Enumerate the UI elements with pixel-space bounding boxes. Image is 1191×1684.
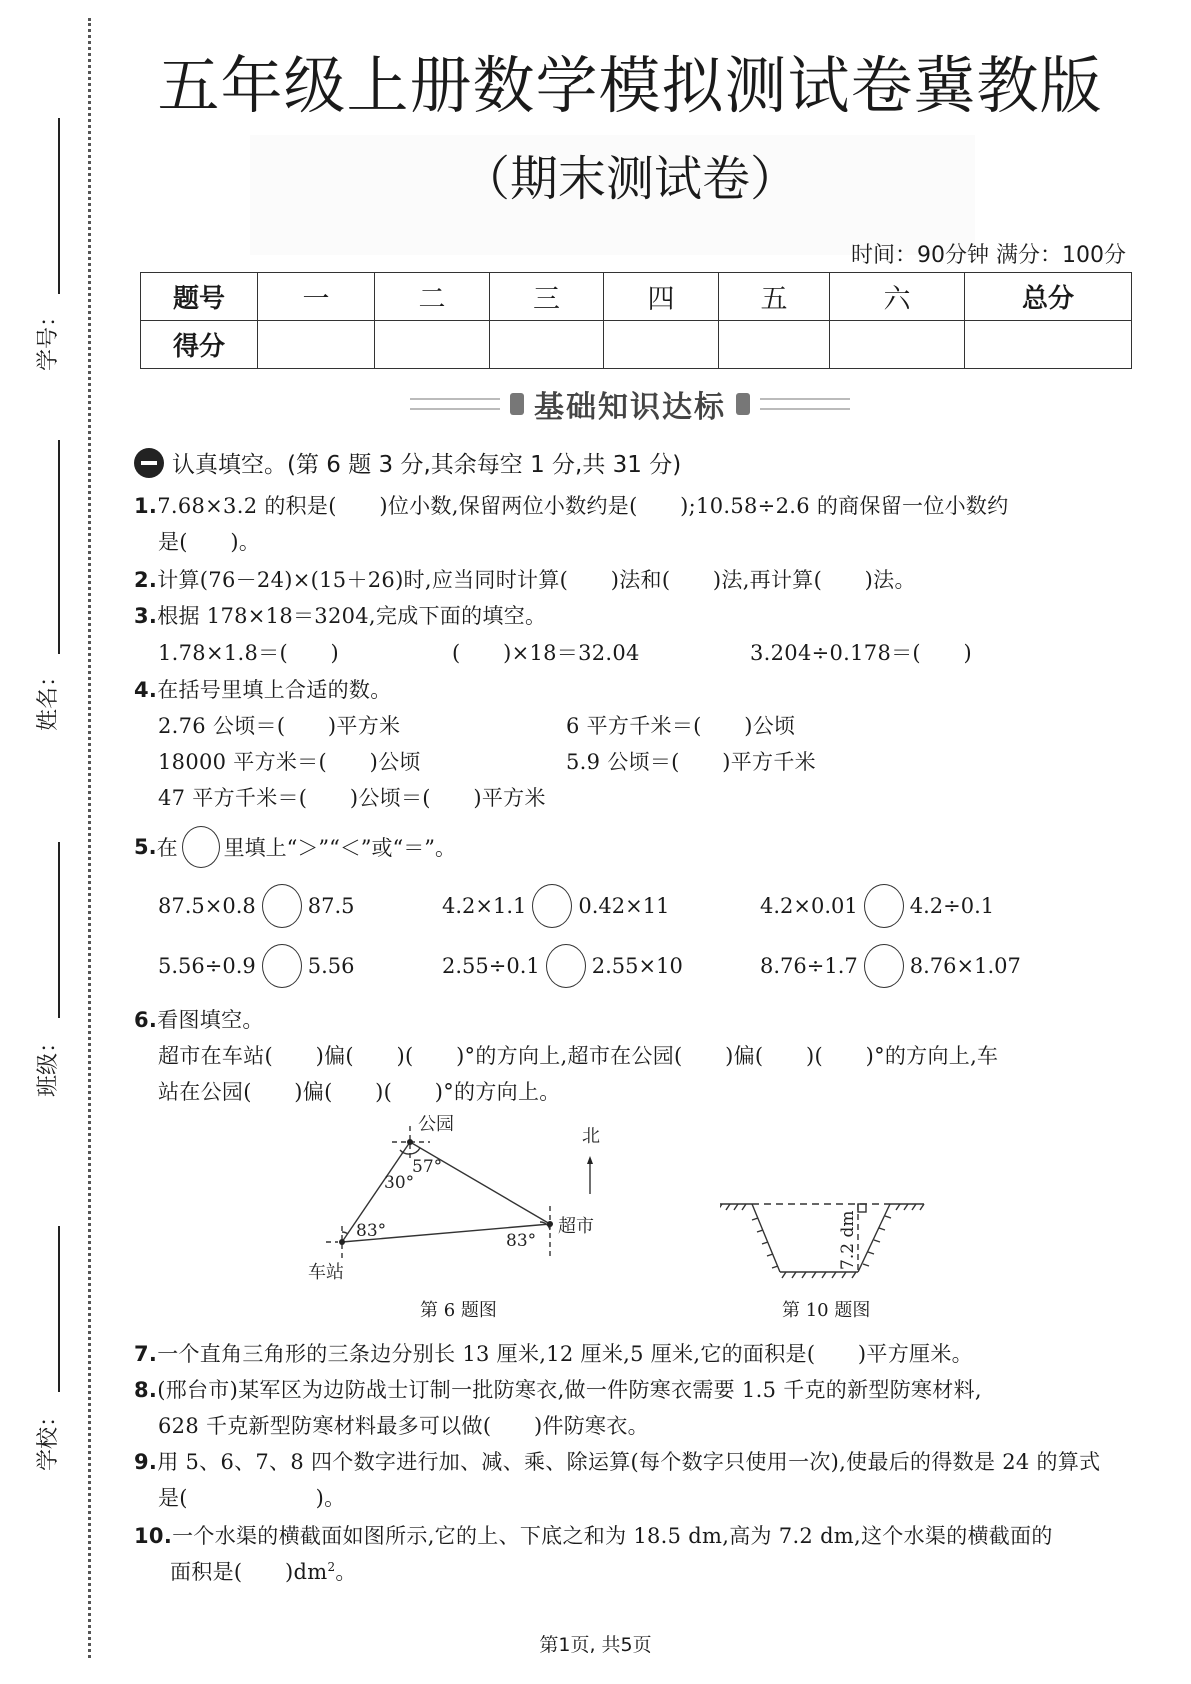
answer-circle[interactable] <box>864 884 904 928</box>
comparison-item <box>158 944 355 988</box>
page-number: 第1页, 共5页 <box>539 1634 652 1656</box>
comparison-left: 4.2×1.1 <box>442 894 527 918</box>
question-text: 看图填空。 <box>157 1008 264 1032</box>
score-table-header-row <box>141 273 1132 321</box>
banner-block-icon <box>510 393 524 415</box>
score-table-score-row <box>141 321 1132 369</box>
q4-item: 18000 平方米＝( )公顷 <box>158 750 421 774</box>
column-header: 一 <box>258 273 375 321</box>
figure-10-caption: 第 10 题图 <box>782 1300 871 1321</box>
question-6-line1: 超市在车站( )偏( )( )°的方向上,超市在公园( )偏( )( )°的方向上,车 <box>158 1044 999 1068</box>
question-text: 一个水渠的横截面如图所示,它的上、下底之和为 18.5 dm,高为 7.2 dm,这个水渠的横截面的 <box>172 1524 1053 1548</box>
question-text: 7.68×3.2 的积是( )位小数,保留两位小数约是( );10.58÷2.6 的商保留一位小数约 <box>157 494 1009 518</box>
student-id-blank[interactable] <box>58 118 60 294</box>
answer-circle[interactable] <box>262 944 302 988</box>
comparison-left: 5.56÷0.9 <box>158 954 256 978</box>
class-label: 班级： <box>35 1030 61 1097</box>
section-number-one-icon <box>134 448 164 478</box>
question-10-cont <box>170 1556 357 1586</box>
question-number: 1. <box>134 494 158 518</box>
question-text: 一个直角三角形的三条边分别长 13 厘米,12 厘米,5 厘米,它的面积是( )平方厘米。 <box>157 1342 973 1366</box>
comparison-item <box>442 944 683 988</box>
question-number: 10. <box>134 1524 173 1548</box>
north-label: 北 <box>582 1126 600 1147</box>
angle-park-right: 57° <box>412 1157 443 1177</box>
question-number: 4. <box>134 678 158 702</box>
comparison-item <box>760 884 994 928</box>
q3-item: ( )×18＝32.04 <box>452 641 640 665</box>
question-text: (邢台市)某军区为边防战士订制一批防寒衣,做一件防寒衣需要 1.5 千克的新型防寒材料, <box>157 1378 982 1402</box>
answer-circle[interactable] <box>262 884 302 928</box>
angle-market: 83° <box>506 1231 537 1251</box>
comparison-right: 87.5 <box>307 894 355 918</box>
comparison-right: 0.42×11 <box>578 894 670 918</box>
q4-item: 47 平方千米＝( )公顷＝( )平方米 <box>158 786 546 810</box>
column-header: 五 <box>719 273 830 321</box>
angle-park-left: 30° <box>384 1173 415 1193</box>
question-text: 里填上“＞”“＜”或“＝”。 <box>223 836 457 860</box>
row-label-cell: 得分 <box>141 321 258 369</box>
question-7 <box>134 1338 973 1368</box>
figure-6-diagram <box>300 1110 620 1290</box>
station-label: 车站 <box>308 1262 344 1283</box>
section-heading-text: 认真填空。(第 6 题 3 分,其余每空 1 分,共 31 分) <box>172 452 682 478</box>
answer-circle[interactable] <box>532 884 572 928</box>
name-label: 姓名： <box>35 664 61 731</box>
question-text: 在 <box>156 836 178 860</box>
question-8 <box>134 1374 982 1404</box>
section-heading <box>134 446 681 479</box>
question-text: 在括号里填上合适的数。 <box>157 678 392 702</box>
section-banner <box>120 380 1140 428</box>
question-10 <box>134 1520 1053 1550</box>
height-label: 7.2 dm <box>838 1210 858 1270</box>
score-table <box>140 272 1132 369</box>
figure-10-diagram <box>720 1196 940 1296</box>
question-number: 2. <box>134 568 158 592</box>
score-cell-total[interactable] <box>965 321 1132 369</box>
question-4 <box>134 674 392 704</box>
question-text: 。 <box>335 1560 357 1584</box>
score-cell[interactable] <box>604 321 719 369</box>
student-id-label: 学号： <box>35 304 61 371</box>
class-blank[interactable] <box>58 842 60 1018</box>
column-header-total: 总分 <box>965 273 1132 321</box>
market-label: 超市 <box>558 1216 594 1237</box>
q3-item: 3.204÷0.178＝( ) <box>750 641 973 665</box>
comparison-right: 8.76×1.07 <box>909 954 1021 978</box>
page-title: 五年级上册数学模拟测试卷冀教版 <box>157 49 1103 122</box>
question-1-cont: 是( )。 <box>158 530 261 554</box>
banner-block-icon <box>736 393 750 415</box>
score-cell[interactable] <box>375 321 490 369</box>
column-header: 六 <box>830 273 965 321</box>
header-label-cell: 题号 <box>141 273 258 321</box>
q4-item: 5.9 公顷＝( )平方千米 <box>566 750 816 774</box>
q4-item: 2.76 公顷＝( )平方米 <box>158 714 401 738</box>
figure-6-caption: 第 6 题图 <box>420 1300 497 1321</box>
question-8-cont: 628 千克新型防寒材料最多可以做( )件防寒衣。 <box>158 1414 649 1438</box>
question-number: 9. <box>134 1450 158 1474</box>
score-cell[interactable] <box>830 321 965 369</box>
comparison-left: 8.76÷1.7 <box>760 954 858 978</box>
banner-decoration-left <box>410 398 500 410</box>
comparison-right: 5.56 <box>307 954 355 978</box>
page-subtitle: （期末测试卷） <box>461 151 798 207</box>
superscript: 2 <box>327 1560 336 1574</box>
column-header: 二 <box>375 273 490 321</box>
angle-station: 83° <box>356 1221 387 1241</box>
question-2 <box>134 564 916 594</box>
comparison-right: 4.2÷0.1 <box>909 894 995 918</box>
comparison-item <box>760 944 1021 988</box>
score-cell[interactable] <box>258 321 375 369</box>
question-text: 计算(76－24)×(15＋26)时,应当同时计算( )法和( )法,再计算( )法。 <box>157 568 916 592</box>
question-number: 6. <box>134 1008 158 1032</box>
question-text: 根据 178×18＝3204,完成下面的填空。 <box>157 604 547 628</box>
comparison-right: 2.55×10 <box>591 954 683 978</box>
q4-item: 6 平方千米＝( )公顷 <box>566 714 796 738</box>
score-cell[interactable] <box>490 321 604 369</box>
question-5 <box>134 826 456 868</box>
question-text: 面积是( )dm <box>170 1560 328 1584</box>
comparison-left: 87.5×0.8 <box>158 894 256 918</box>
answer-circle[interactable] <box>864 944 904 988</box>
question-number: 5. <box>134 835 157 859</box>
question-number: 8. <box>134 1378 158 1402</box>
question-1 <box>134 490 1009 520</box>
comparison-left: 4.2×0.01 <box>760 894 858 918</box>
column-header: 三 <box>490 273 604 321</box>
answer-circle[interactable] <box>546 944 586 988</box>
circle-icon <box>182 826 220 868</box>
exam-meta: 时间：90分钟 满分：100分 <box>851 243 1126 268</box>
park-label: 公园 <box>418 1114 454 1135</box>
question-number: 3. <box>134 604 158 628</box>
q3-item: 1.78×1.8＝( ) <box>158 641 340 665</box>
question-9-cont: 是( )。 <box>158 1486 346 1510</box>
name-blank[interactable] <box>58 440 60 654</box>
comparison-item <box>442 884 669 928</box>
cut-line <box>88 18 91 1658</box>
score-cell[interactable] <box>719 321 830 369</box>
question-9 <box>134 1446 1100 1476</box>
comparison-item <box>158 884 355 928</box>
question-6-line2: 站在公园( )偏( )( )°的方向上。 <box>158 1080 561 1104</box>
column-header: 四 <box>604 273 719 321</box>
banner-title: 基础知识达标 <box>534 390 726 425</box>
question-6 <box>134 1004 264 1034</box>
question-3 <box>134 600 546 630</box>
comparison-left: 2.55÷0.1 <box>442 954 540 978</box>
question-number: 7. <box>134 1342 158 1366</box>
school-label: 学校： <box>35 1404 61 1471</box>
school-blank[interactable] <box>58 1226 60 1392</box>
banner-decoration-right <box>760 398 850 410</box>
question-text: 用 5、6、7、8 四个数字进行加、减、乘、除运算(每个数字只使用一次),使最后的得数是 24 的算式 <box>157 1450 1101 1474</box>
